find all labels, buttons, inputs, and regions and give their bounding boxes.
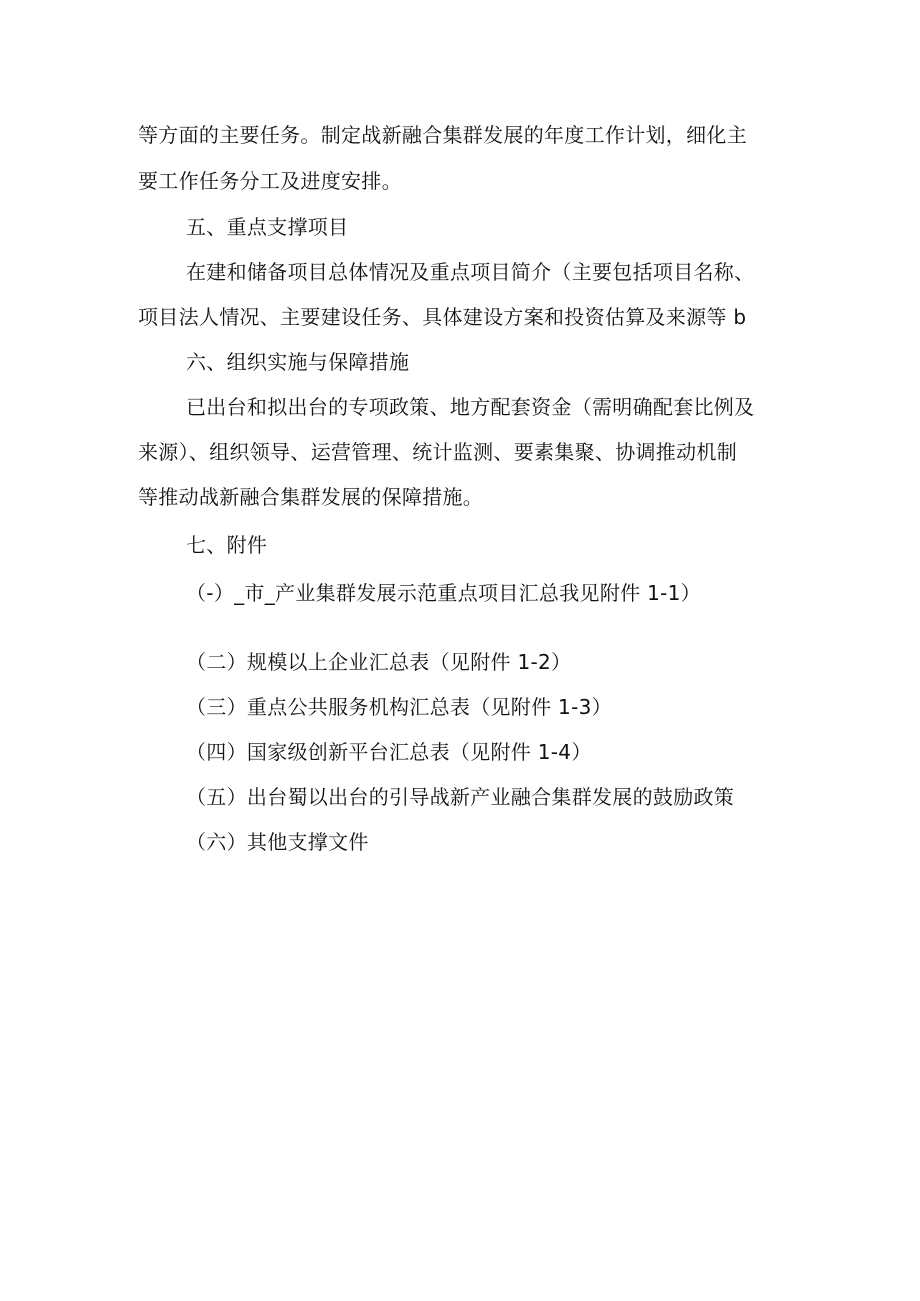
section-7-heading: 七、附件: [186, 533, 268, 557]
attachment-item-1: （-）_市_产业集群发展示范重点项目汇总我见附件 1-1）: [186, 581, 701, 605]
attachment-item-6: （六）其他支撑文件: [186, 830, 369, 854]
section-5-line-2: 项目法人情况、主要建设任务、具体建设方案和投资估算及来源等 b: [138, 305, 747, 329]
task-paragraph-line-1: 等方面的主要任务。制定战新融合集群发展的年度工作计划，细化主: [138, 123, 747, 147]
attachment-item-5: （五）出台蜀以出台的引导战新产业融合集群发展的鼓励政策: [186, 785, 735, 809]
attachment-item-4: （四）国家级创新平台汇总表（见附件 1-4）: [186, 740, 592, 764]
attachment-item-3: （三）重点公共服务机构汇总表（见附件 1-3）: [186, 695, 612, 719]
section-6-line-3: 等推动战新融合集群发展的保障措施。: [138, 485, 484, 509]
attachment-item-2: （二）规模以上企业汇总表（见附件 1-2）: [186, 650, 572, 674]
task-paragraph-line-2: 要工作任务分工及进度安排。: [138, 169, 402, 193]
section-6-heading: 六、组织实施与保障措施: [186, 350, 410, 374]
section-6-line-2: 来源）、组织领导、运营管理、统计监测、要素集聚、协调推动机制: [138, 440, 737, 464]
section-5-heading: 五、重点支撑项目: [186, 215, 349, 239]
section-5-line-1: 在建和储备项目总体情况及重点项目简介（主要包括项目名称、: [186, 260, 755, 284]
section-6-line-1: 已出台和拟出台的专项政策、地方配套资金（需明确配套比例及: [186, 395, 755, 419]
